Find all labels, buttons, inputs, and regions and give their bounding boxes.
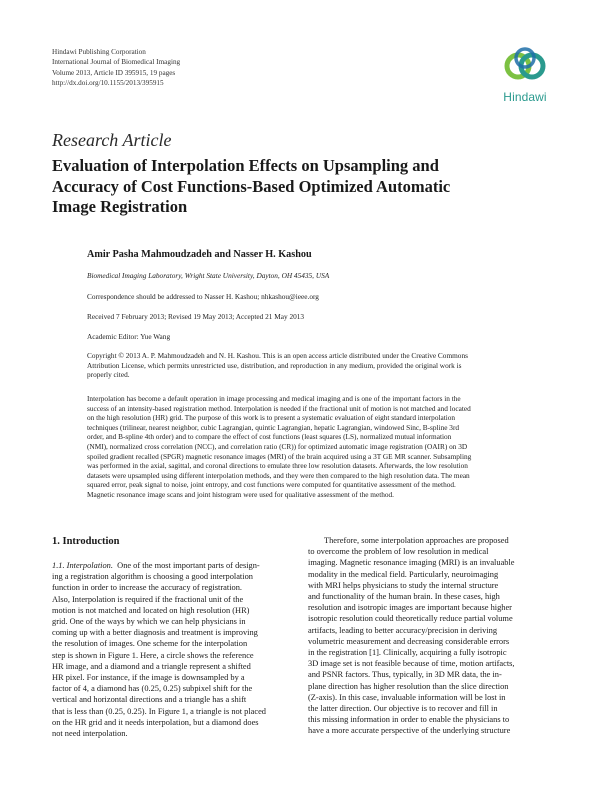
abstract-line: success of an intensity-based registration method. Interpolation is needed if the fractional unit of motion is not matched and located (87, 403, 471, 413)
paragraph-line: (Z-axis). In this case, invaluable information will be lost in (308, 692, 506, 702)
volume-line: Volume 2013, Article ID 395915, 19 pages (52, 68, 176, 77)
abstract-line: on the high resolution (HR) grid. The purpose of this work is to present a systematic evaluation of eight standard interpolation (87, 413, 456, 423)
paragraph-line: not need interpolation. (52, 729, 128, 739)
article-title (52, 156, 522, 218)
affiliation: Biomedical Imaging Laboratory, Wright State University, Dayton, OH 45435, USA (87, 271, 330, 280)
paragraph-line: the resolution of images. One scheme for the interpolation (52, 639, 248, 649)
correspondence: Correspondence should be addressed to Nasser H. Kashou; nhkashou@ieee.org (87, 292, 319, 301)
hindawi-rings-logo-icon (494, 44, 556, 90)
section-heading-introduction: 1. Introduction (52, 536, 120, 547)
paragraph-line: motion is not matched and located on high resolution (HR) (52, 605, 250, 615)
abstract-line: (NMI), normalized cross correlation (NCC), and correlation ratio (CR)) for optimized automatic image registration (OAIR) on 3D (87, 441, 468, 451)
paragraph-line: to overcome the problem of low resolution in medical (308, 547, 489, 557)
academic-editor: Academic Editor: Yue Wang (87, 332, 171, 341)
paragraph-line: and functionality of the human brain. In these cases, high (308, 592, 500, 602)
paragraph-line: vertical and horizontal directions and a triangle has a shift (52, 695, 247, 705)
paragraph-line: in the registration [1]. Clinically, acquiring a fully isotropic (308, 648, 507, 658)
abstract-line: was performed in the axial, sagittal, and coronal directions to emulate three low resolution datasets. Afterwards, the low resolution (87, 461, 468, 471)
paragraph-text: One of the most important parts of design- (117, 561, 260, 570)
abstract-line: spoiled gradient recalled (SPGR) magnetic resonance images (MRI) of the brain acquired using a 3T GE MR scanner. Subsampling (87, 451, 472, 461)
abstract-line: squared error, peak signal to noise, joint entropy, and cost functions were computed for quantitative assessment of the method. (87, 480, 456, 490)
left-column (52, 560, 294, 739)
paragraph-line: with MRI helps physicians to study the internal structure (308, 580, 499, 590)
paragraph-line: coming up with a better diagnosis and treatment is improving (52, 628, 258, 638)
paragraph-line: factor of 4, a diamond has (0.25, 0.25) subpixel shift for the (52, 684, 253, 694)
paragraph-line: ing a registration algorithm is choosing a good interpolation (52, 572, 253, 582)
title-line: Evaluation of Interpolation Effects on Upsampling and (52, 156, 439, 175)
doi-link[interactable]: http://dx.doi.org/10.1155/2013/395915 (52, 78, 164, 87)
paragraph-line: resolution and isotropic images are important because higher (308, 603, 512, 613)
copyright-notice (87, 351, 549, 380)
paragraph-line: HR pixel. For instance, if the image is downsampled by a (52, 673, 245, 683)
paragraph-line: and PSNR factors. Thus, typically, in 3D MR data, the in- (308, 670, 502, 680)
abstract-line: techniques (trilinear, nearest neighbor, cubic Lagrangian, quintic Lagrangian, hepatic Lagrangian, windowed Sinc, B-spline 3rd (87, 422, 460, 432)
abstract-line: Magnetic resonance image scans and joint histogram were used for qualitative assessment of the method. (87, 489, 394, 499)
authors: Amir Pasha Mahmoudzadeh and Nasser H. Kashou (87, 249, 312, 260)
journal-line: International Journal of Biomedical Imaging (52, 58, 181, 67)
subsection-heading: 1.1. Interpolation. (52, 561, 113, 570)
logo-wordmark: Hindawi (503, 90, 547, 104)
article-type: Research Article (52, 130, 172, 150)
copyright-line: Copyright © 2013 A. P. Mahmoudzadeh and N. H. Kashou. This is an open access article distributed under the Creative Commons (87, 351, 468, 360)
article-dates: Received 7 February 2013; Revised 19 May 2013; Accepted 21 May 2013 (87, 312, 305, 321)
paragraph-line: grid. One of the ways by which we can help physicians in (52, 617, 246, 627)
paragraph-line: isotropic resolution could theoretically reduce partial volume (308, 614, 513, 624)
paragraph-line: 3D image set is not feasible because of time, motion artifacts, (308, 659, 515, 669)
paragraph-first-line (52, 560, 294, 571)
title-line: Image Registration (52, 197, 188, 216)
abstract-line: order, and B-spline 4th order) and to compare the effect of cost functions (least squares (LS), normalized mutual information (87, 432, 452, 442)
publisher-line: Hindawi Publishing Corporation (52, 48, 146, 56)
paragraph-line: Therefore, some interpolation approaches are proposed (324, 536, 509, 545)
abstract-line: datasets were upsampled using different interpolation methods, and they were then compared to the high resolution data. The mean (87, 470, 470, 480)
paragraph-line: HR image, and a diamond and a triangle represent a shifted (52, 661, 251, 671)
abstract (87, 394, 549, 500)
copyright-line: properly cited. (87, 370, 130, 380)
paragraph-line: this missing information in order to enable the physicians to (308, 715, 510, 725)
paragraph-line: plane direction has higher resolution than the slice direction (308, 681, 509, 691)
paragraph-line: step is shown in Figure 1. Here, a circle shows the reference (52, 650, 254, 660)
title-line: Accuracy of Cost Functions-Based Optimized Automatic (52, 176, 451, 196)
paragraph-line: that is less than (0.25, 0.25). In Figure 1, a triangle is not placed (52, 706, 266, 716)
paragraph-line: volumetric measurement and decreasing considerable errors (308, 636, 510, 646)
right-column (308, 535, 550, 737)
paragraph-line: on the HR grid and it needs interpolation, but a diamond does (52, 717, 259, 727)
hindawi-logo (494, 44, 556, 110)
paragraph-line: imaging. Magnetic resonance imaging (MRI) is an invaluable (308, 558, 515, 568)
publisher-info (52, 47, 180, 88)
paragraph-line: artifacts, leading to better accuracy/precision in deriving (308, 625, 498, 635)
paragraph-line: the latter direction. Our objective is to recover and fill in (308, 704, 498, 714)
paragraph-line: have a more accurate perspective of the underlying structure (308, 726, 511, 736)
copyright-line: Attribution License, which permits unrestricted use, distribution, and reproduction in any medium, provided the original work is (87, 360, 462, 370)
paragraph-line: function in order to increase the accuracy of registration. (52, 583, 242, 593)
paragraph-line: modality in the medical field. Particularly, neuroimaging (308, 569, 499, 579)
abstract-line: Interpolation has become a default operation in image processing and medical imaging and is one of the important factors in the (87, 394, 461, 403)
paragraph-line: Also, Interpolation is required if the fractional unit of the (52, 594, 244, 604)
